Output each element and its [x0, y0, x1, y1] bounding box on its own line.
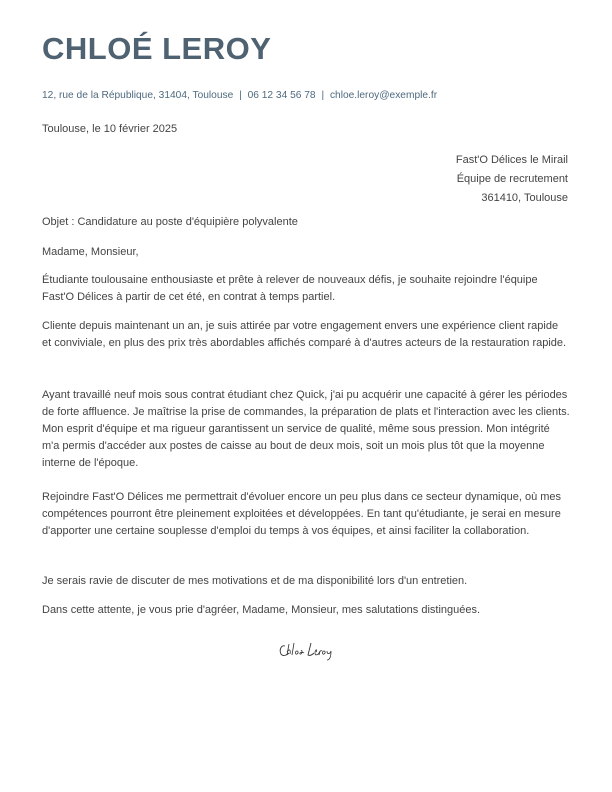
- handwritten-signature-icon: [276, 638, 336, 662]
- contact-address: 12, rue de la République, 31404, Toulouse: [42, 90, 234, 101]
- applicant-name: CHLOÉ LEROY: [42, 31, 272, 66]
- paragraph-motivation: Cliente depuis maintenant un an, je suis attirée par votre engagement envers une expérience client rapide et conviviale, en plus des prix très abordables affichés comparé à d'autres acteurs de la restauration rapide.: [42, 320, 567, 349]
- salutation: Madame, Monsieur,: [42, 246, 139, 258]
- signature: [0, 638, 612, 667]
- subject-line: Objet : Candidature au poste d'équipière polyvalente: [42, 216, 298, 228]
- paragraph-experience: Ayant travaillé neuf mois sous contrat étudiant chez Quick, j'ai pu acquérir une capacité à gérer les périodes de forte affluence. Je maîtrise la prise de commandes, la préparation de plats et l'interaction avec les clients. Mon esprit d'équipe et ma rigueur garantissent un service de qualité, même sous pression. Mon intégrité m'a permis d'accéder aux postes de caisse au bout de deux mois, soit un mois plus tôt que la moyenne interne de l'époque.: [42, 389, 570, 469]
- contact-email: chloe.leroy@exemple.fr: [329, 90, 438, 101]
- recipient-company: Fast'O Délices le Mirail: [455, 154, 568, 166]
- recipient-city: 361410, Toulouse: [481, 192, 568, 204]
- recipient-block: [456, 151, 568, 208]
- contact-separator: |: [239, 90, 242, 101]
- recipient-department: Équipe de recrutement: [456, 173, 568, 185]
- paragraph-closing: Dans cette attente, je vous prie d'agréer, Madame, Monsieur, mes salutations distinguées.: [42, 604, 481, 616]
- date-line: Toulouse, le 10 février 2025: [42, 123, 178, 135]
- paragraph-interview: Je serais ravie de discuter de mes motivations et de ma disponibilité lors d'un entretien.: [42, 575, 468, 587]
- paragraph-contribution: Rejoindre Fast'O Délices me permettrait d'évoluer encore un peu plus dans ce secteur dynamique, où mes compétences pourront être pleinement exploitées et développées. En tant qu'étudiante, je serai en mesure d'apporter une certaine souplesse d'emploi du temps à vos équipes, et ainsi faciliter la collaboration.: [42, 491, 562, 537]
- paragraph-intro: Étudiante toulousaine enthousiaste et prête à relever de nouveaux défis, je souhaite rejoindre l'équipe Fast'O Délices à partir de cet été, en contrat à temps partiel.: [42, 274, 538, 303]
- contact-phone: 06 12 34 56 78: [247, 90, 316, 101]
- contact-separator: |: [321, 90, 325, 101]
- contact-line: [42, 90, 437, 101]
